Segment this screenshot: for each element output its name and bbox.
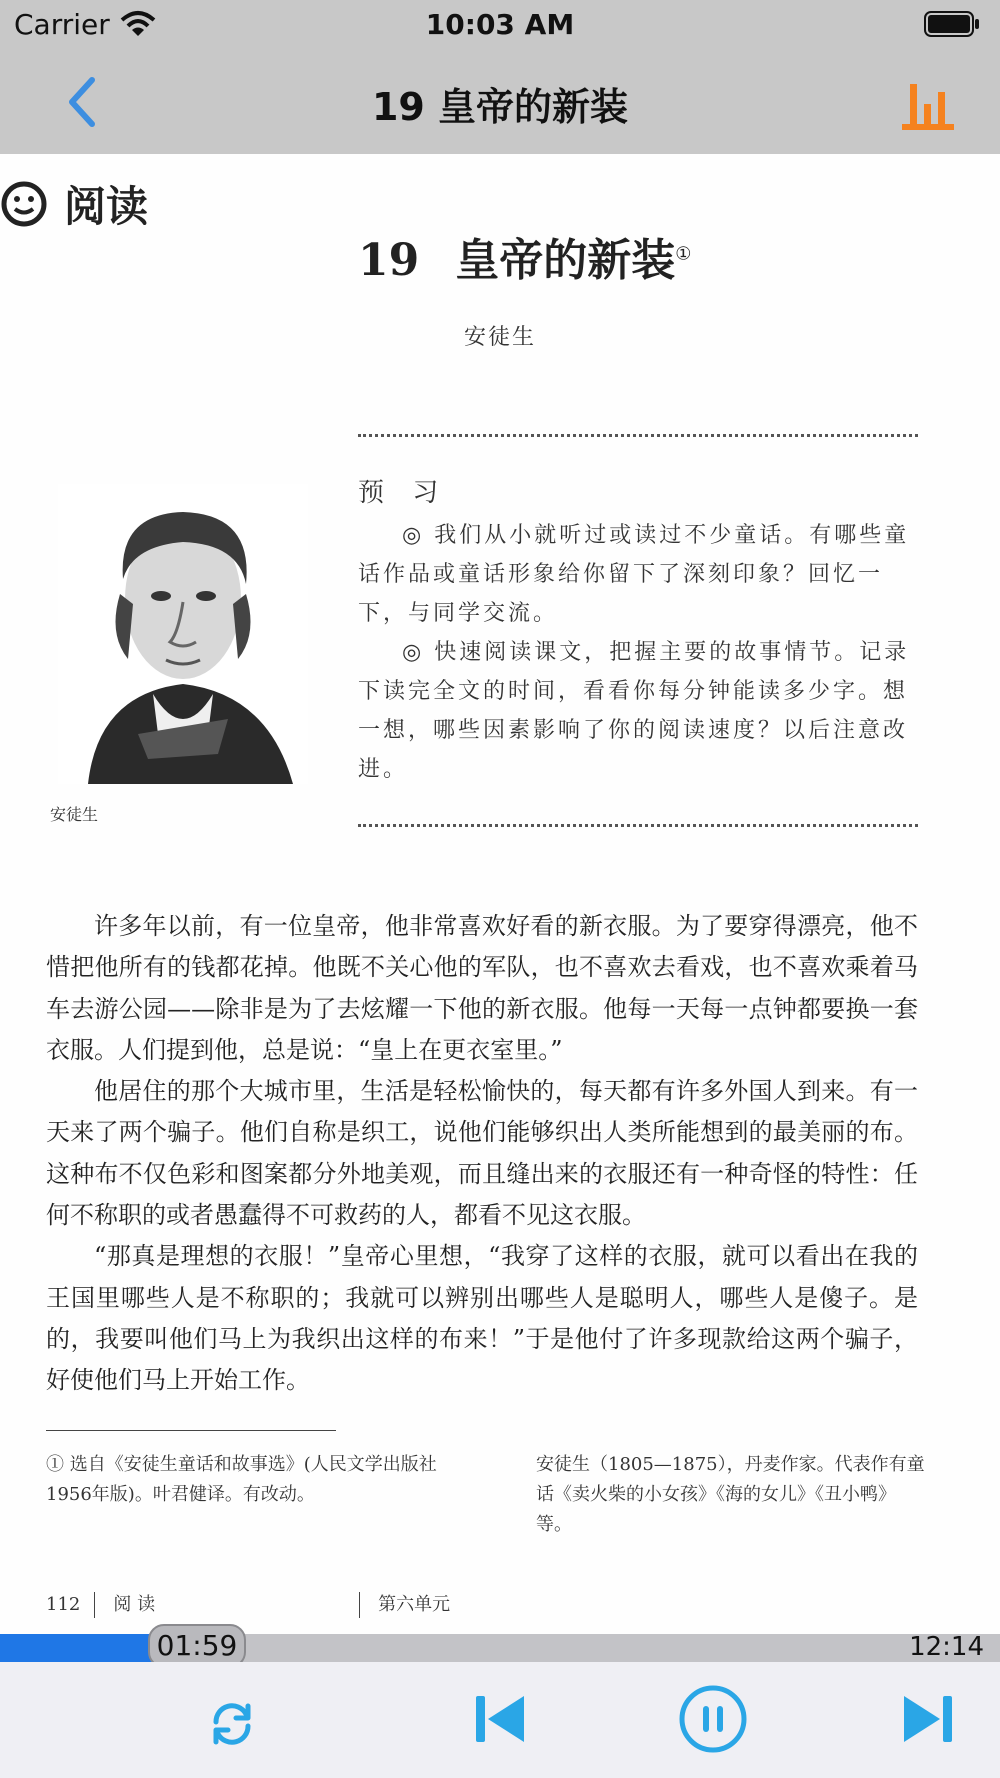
status-bar	[0, 0, 1000, 50]
footer-separator	[359, 1592, 360, 1618]
page-title: 19 皇帝的新装	[371, 85, 629, 129]
preview-paragraph: ◎ 快速阅读课文，把握主要的故事情节。记录下读完全文的时间，看看你每分钟能读多少字。想一想，哪些因素影响了你的阅读速度？以后注意改进。	[358, 640, 910, 782]
skip-previous-icon[interactable]	[474, 1692, 526, 1746]
player-controls	[0, 1662, 1000, 1778]
smiley-icon	[0, 180, 48, 228]
footnote-rule	[46, 1430, 336, 1431]
carrier-label: Carrier	[14, 8, 110, 41]
footer-section: 阅 读	[113, 1594, 156, 1615]
article-paragraph: 他居住的那个大城市里，生活是轻松愉快的，每天都有许多外国人到来。有一天来了两个骗子。他们自称是织工，说他们能够织出人类所能想到的最美丽的布。这种布不仅色彩和图案都分外地美观，而且缝出来的衣服还有一种奇怪的特性：任何不称职的或者愚蠢得不可救药的人，都看不见这衣服。	[46, 1077, 918, 1230]
article-paragraph: 许多年以前，有一位皇帝，他非常喜欢好看的新衣服。为了要穿得漂亮，他不惜把他所有的钱都花掉。他既不关心他的军队，也不喜欢去看戏，也不喜欢乘着马车去游公园——除非是为了去炫耀一下他的新衣服。他每一天每一点钟都要换一套衣服。人们提到他，总是说：“皇上在更衣室里。”	[46, 912, 918, 1064]
lesson-title	[358, 224, 691, 288]
pause-icon[interactable]	[678, 1684, 748, 1754]
progress-fill	[0, 1634, 162, 1662]
lesson-title-text: 皇帝的新装	[455, 235, 676, 286]
top-bar	[0, 0, 1000, 154]
elapsed-time-thumb[interactable]: 01:59	[148, 1624, 246, 1668]
footnote-marker: ①	[675, 243, 692, 265]
skip-next-icon[interactable]	[902, 1692, 954, 1746]
footnote-source: ① 选自《安徒生童话和故事选》(人民文学出版社1956年版)。叶君健译。有改动。	[46, 1454, 437, 1505]
article-paragraph: “那真是理想的衣服！”皇帝心里想，“我穿了这样的衣服，就可以看出在我的王国里哪些人是不称职的；我就可以辨别出哪些人是聪明人，哪些人是傻子。是的，我要叫他们马上为我织出这样的布来！”于是他付了许多现款给这两个骗子，好使他们马上开始工作。	[46, 1242, 918, 1395]
footer-unit: 第六单元	[378, 1594, 451, 1615]
author-name: 安徒生	[464, 325, 537, 350]
total-time: 12:14	[909, 1632, 984, 1662]
section-header	[0, 174, 148, 234]
textbook-page	[0, 154, 1000, 1634]
author-portrait	[58, 484, 308, 784]
footnote-author: 安徒生（1805—1875），丹麦作家。代表作有童话《卖火柴的小女孩》《海的女儿》《丑小鸭》等。	[536, 1454, 925, 1535]
page-footer	[46, 1590, 450, 1618]
portrait-caption: 安徒生	[50, 805, 99, 824]
lesson-number: 19	[358, 235, 420, 286]
page-number: 112	[46, 1594, 81, 1615]
footer-separator	[94, 1592, 95, 1618]
preview-paragraph: ◎ 我们从小就听过或读过不少童话。有哪些童话作品或童话形象给你留下了深刻印象？回忆一下，与同学交流。	[358, 523, 910, 626]
battery-icon	[924, 11, 980, 37]
article-body	[46, 906, 918, 1402]
preview-divider-top	[358, 434, 918, 437]
preview-heading: 预 习	[358, 478, 449, 508]
repeat-icon[interactable]	[208, 1700, 256, 1748]
bar-chart-icon[interactable]	[900, 76, 956, 132]
status-time: 10:03 AM	[425, 8, 575, 41]
section-label: 阅读	[64, 182, 149, 231]
preview-box	[358, 516, 918, 789]
preview-divider-bottom	[358, 824, 918, 827]
